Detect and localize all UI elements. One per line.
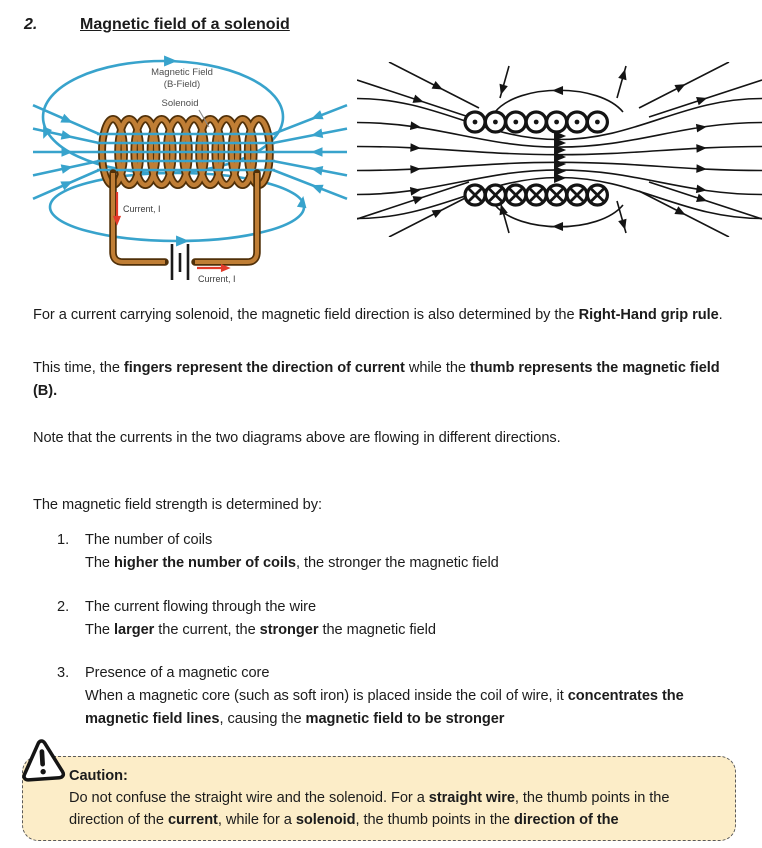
heading-number: 2. <box>24 16 38 33</box>
solenoid-cross-section-diagram <box>357 62 762 237</box>
current-label-left: Current, I <box>123 204 161 214</box>
current-label-bottom: Current, I <box>198 274 236 284</box>
solenoid-label: Solenoid <box>161 98 199 109</box>
list-item-line: The larger the current, the stronger the magnetic field <box>85 622 436 638</box>
paragraph-strength-intro: The magnetic field strength is determined by: <box>33 497 322 513</box>
list-item-line: The higher the number of coils, the stronger the magnetic field <box>85 555 499 571</box>
magnetic-field-label: Magnetic Field <box>151 67 213 78</box>
list-item-number: 3. <box>57 665 70 681</box>
warning-exclamation-bar <box>42 752 43 765</box>
heading-title: Magnetic field of a solenoid <box>80 16 290 33</box>
list-item-line: The number of coils <box>85 532 213 548</box>
caution-title: Caution: <box>69 768 128 784</box>
list-item-line: The current flowing through the wire <box>85 599 317 615</box>
warning-icon <box>17 731 68 793</box>
section-heading <box>24 16 290 34</box>
list-item-number: 2. <box>57 599 70 615</box>
paragraph-fingers-thumb: This time, the fingers represent the direction of current while the thumb represents the magnetic field (B). <box>33 360 720 399</box>
list-item-line: Presence of a magnetic core <box>85 665 270 681</box>
list-item-number: 1. <box>57 532 70 548</box>
solenoid-field-diagram <box>25 55 355 295</box>
caution-box <box>22 756 736 841</box>
paragraph-right-hand-rule: For a current carrying solenoid, the magnetic field direction is also determined by the Right-Hand grip rule. <box>33 307 723 323</box>
caution-body: Do not confuse the straight wire and the solenoid. For a straight wire, the thumb points in the direction of the current, while for a solenoid, the thumb points in the direction of the <box>69 790 670 828</box>
paragraph-note-directions: Note that the currents in the two diagrams above are flowing in different directions. <box>33 430 561 446</box>
list-item <box>57 662 733 731</box>
list-item <box>57 529 733 575</box>
list-item-line: When a magnetic core (such as soft iron) is placed inside the coil of wire, it concentrates the magnetic field lines, causing the magnetic field to be stronger <box>85 688 684 727</box>
b-field-label: (B-Field) <box>163 79 201 90</box>
list-item <box>57 596 733 642</box>
